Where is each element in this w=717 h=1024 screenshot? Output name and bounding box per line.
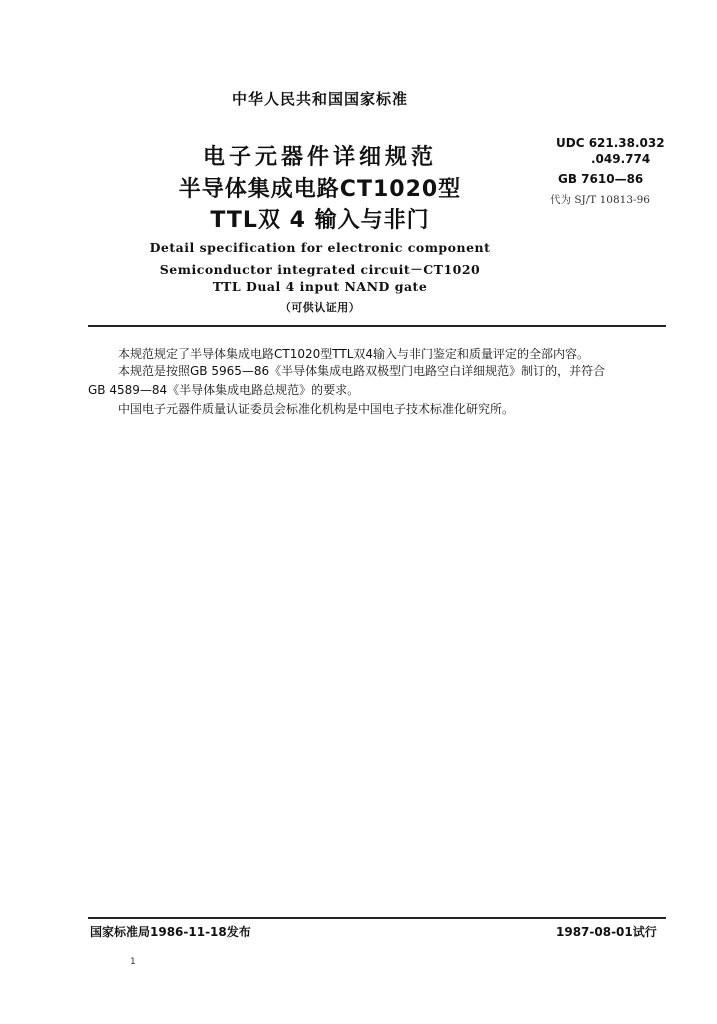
header-divider <box>88 325 666 327</box>
paragraph-basis-line1: 本规范是按照GB 5965—86《半导体集成电路双极型门电路空白详细规范》制订的，并符合 <box>118 364 606 378</box>
title-cn-line2: 半导体集成电路CT1020型 <box>178 177 462 202</box>
title-cn-line3: TTL双 4 输入与非门 <box>210 208 430 233</box>
certification-note: （可供认证用） <box>279 301 361 314</box>
issue-date: 国家标准局1986-11-18发布 <box>90 925 251 939</box>
footer-divider <box>88 917 666 919</box>
gb-standard-number: GB 7610—86 <box>558 172 644 186</box>
udc-code-line2: .049.774 <box>591 152 651 166</box>
national-standard-heading: 中华人民共和国国家标准 <box>231 90 408 108</box>
paragraph-scope: 本规范规定了半导体集成电路CT1020型TTL双4输入与非门鉴定和质量评定的全部内容。 <box>118 347 590 361</box>
page-number: 1 <box>130 957 136 967</box>
udc-code-line1: UDC 621.38.032 <box>556 136 665 150</box>
paragraph-basis-line2: GB 4589—84《半导体集成电路总规范》的要求。 <box>88 383 360 397</box>
title-cn-line1: 电子元器件详细规范 <box>202 145 437 170</box>
title-en-line2: Semiconductor integrated circuit－CT1020 <box>159 262 481 277</box>
replacement-standard-note: 代为 SJ/T 10813-96 <box>550 194 650 206</box>
effective-date: 1987-08-01试行 <box>556 925 657 939</box>
title-en-line1: Detail specification for electronic component <box>149 240 491 255</box>
paragraph-authority: 中国电子元器件质量认证委员会标准化机构是中国电子技术标准化研究所。 <box>118 402 515 416</box>
title-en-line3: TTL Dual 4 input NAND gate <box>212 279 428 294</box>
